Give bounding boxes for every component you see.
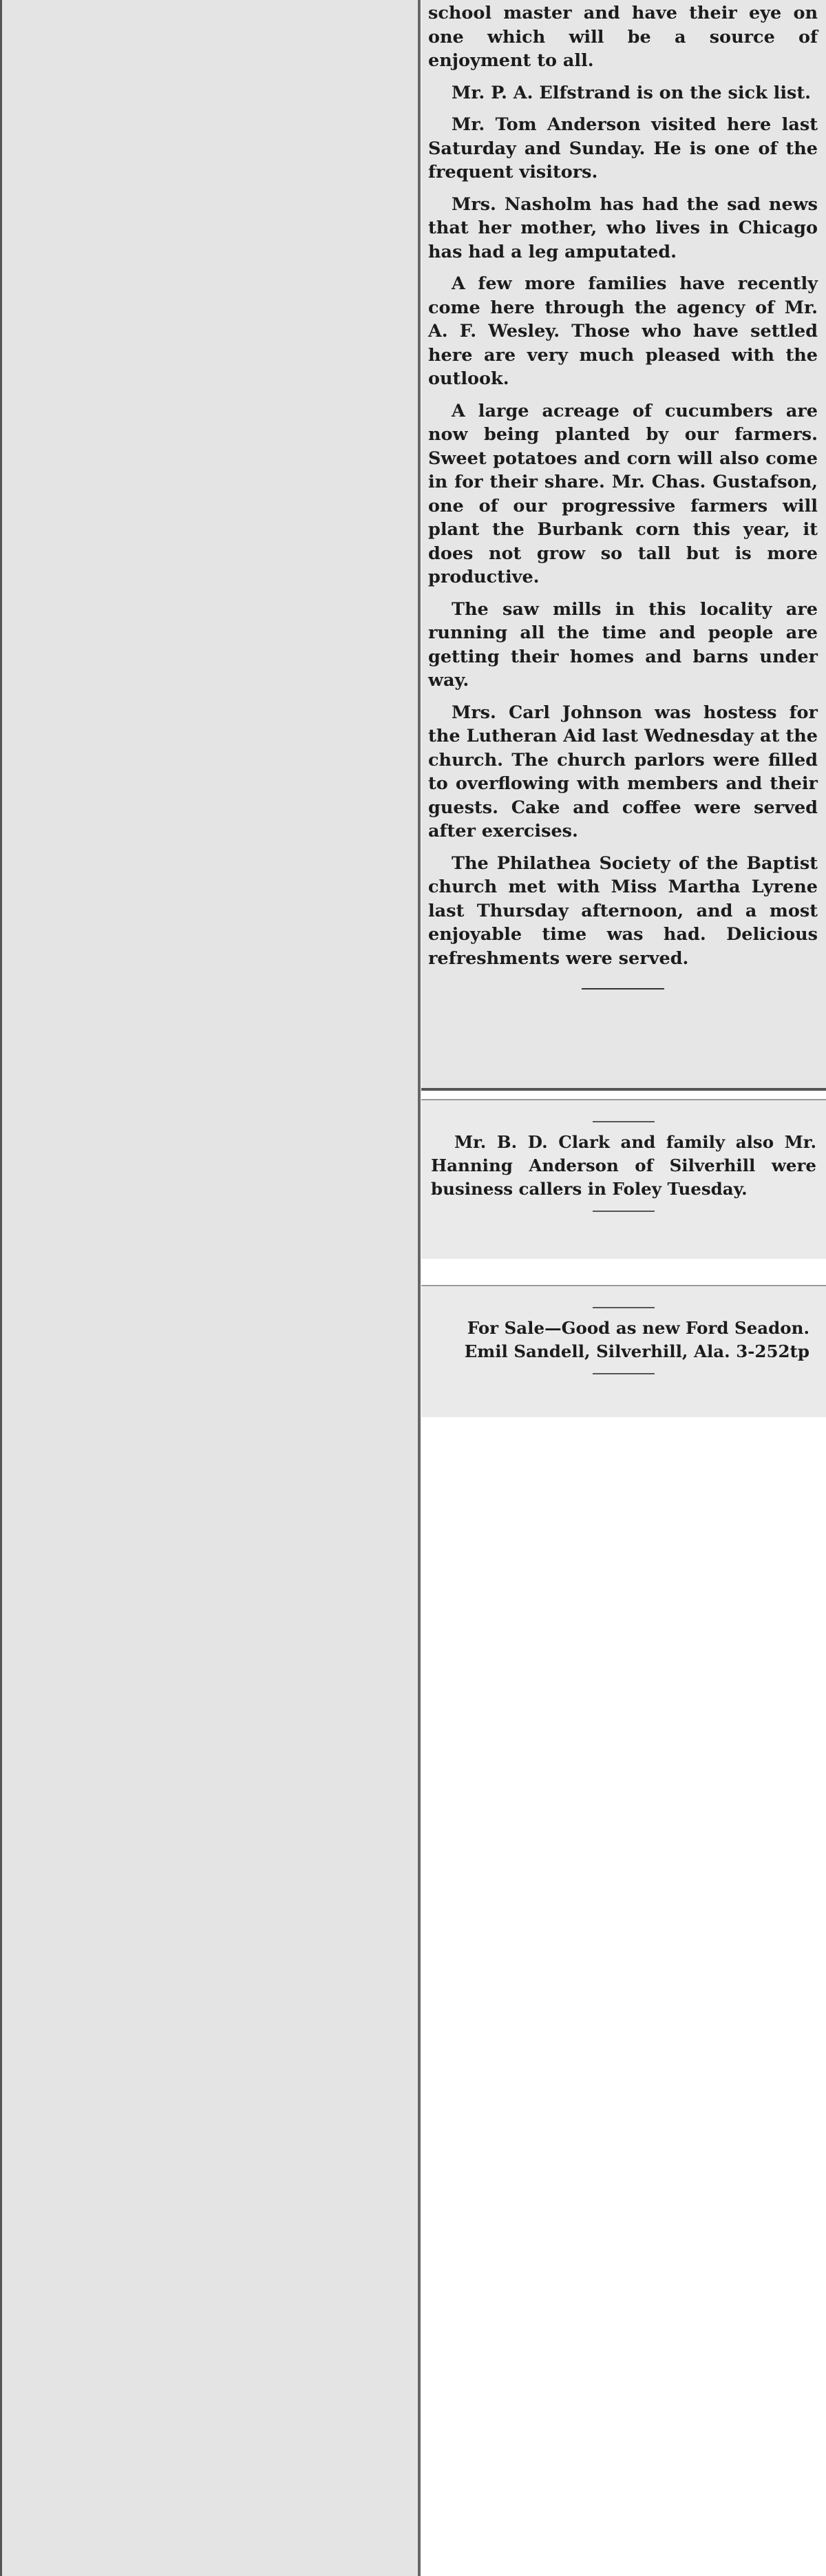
classified-top-rule bbox=[593, 1307, 655, 1308]
paragraph-tom-anderson: Mr. Tom Anderson visited here last Saturday and Sunday. He is one of the frequent visitors. bbox=[428, 114, 818, 182]
paragraph-philathea: The Philathea Society of the Baptist church met with Miss Martha Lyrene last Thursday afternoon, and a most enjoyable time was had. Delicious refreshments were served. bbox=[428, 852, 818, 969]
paragraph-nasholm: Mrs. Nasholm has had the sad news that her mother, who lives in Chicago has had a leg amputated. bbox=[428, 193, 818, 262]
notice-bottom-rule bbox=[593, 1211, 655, 1212]
classified-line-1: For Sale—Good as new Ford Seadon. bbox=[467, 1318, 809, 1338]
notice-text: Mr. B. D. Clark and family also Mr. Hanning Anderson of Silverhill were business callers in Foley Tuesday. bbox=[431, 1132, 816, 1199]
paragraph-elfstrand: Mr. P. A. Elfstrand is on the sick list. bbox=[452, 82, 812, 103]
article-end-rule bbox=[582, 988, 664, 989]
notice-clark-anderson bbox=[421, 1099, 826, 1259]
paragraph-school-master: school master and have their eye on one which will be a source of enjoyment to all. bbox=[428, 3, 818, 71]
section-separator bbox=[421, 1088, 826, 1091]
paragraph-cucumbers: A large acreage of cucumbers are now being planted by our farmers. Sweet potatoes and corn will also come in for their share. Mr. Chas. Gustafson, one of our progressive farmers will plant the Burbank corn this year, it does not grow so tall but is more productive. bbox=[428, 400, 818, 587]
paragraph-wesley: A few more families have recently come here through the agency of Mr. A. F. Wesley. Those who have settled here are very much pleased with the outlook. bbox=[428, 273, 818, 389]
paragraph-saw-mills: The saw mills in this locality are running all the time and people are getting their homes and barns under way. bbox=[428, 598, 818, 691]
article-continuation bbox=[421, 0, 826, 1088]
column-divider bbox=[418, 0, 421, 2576]
classified-bottom-rule bbox=[593, 1373, 655, 1374]
notice-top-rule bbox=[593, 1121, 655, 1122]
classified-for-sale bbox=[421, 1285, 826, 1417]
paragraph-carl-johnson: Mrs. Carl Johnson was hostess for the Lutheran Aid last Wednesday at the church. The church parlors were filled to overflowing with members and their guests. Cake and coffee were served after exercises. bbox=[428, 702, 818, 841]
classified-line-2: Emil Sandell, Silverhill, Ala. 3-252tp bbox=[464, 1341, 809, 1361]
right-column bbox=[421, 0, 826, 2576]
